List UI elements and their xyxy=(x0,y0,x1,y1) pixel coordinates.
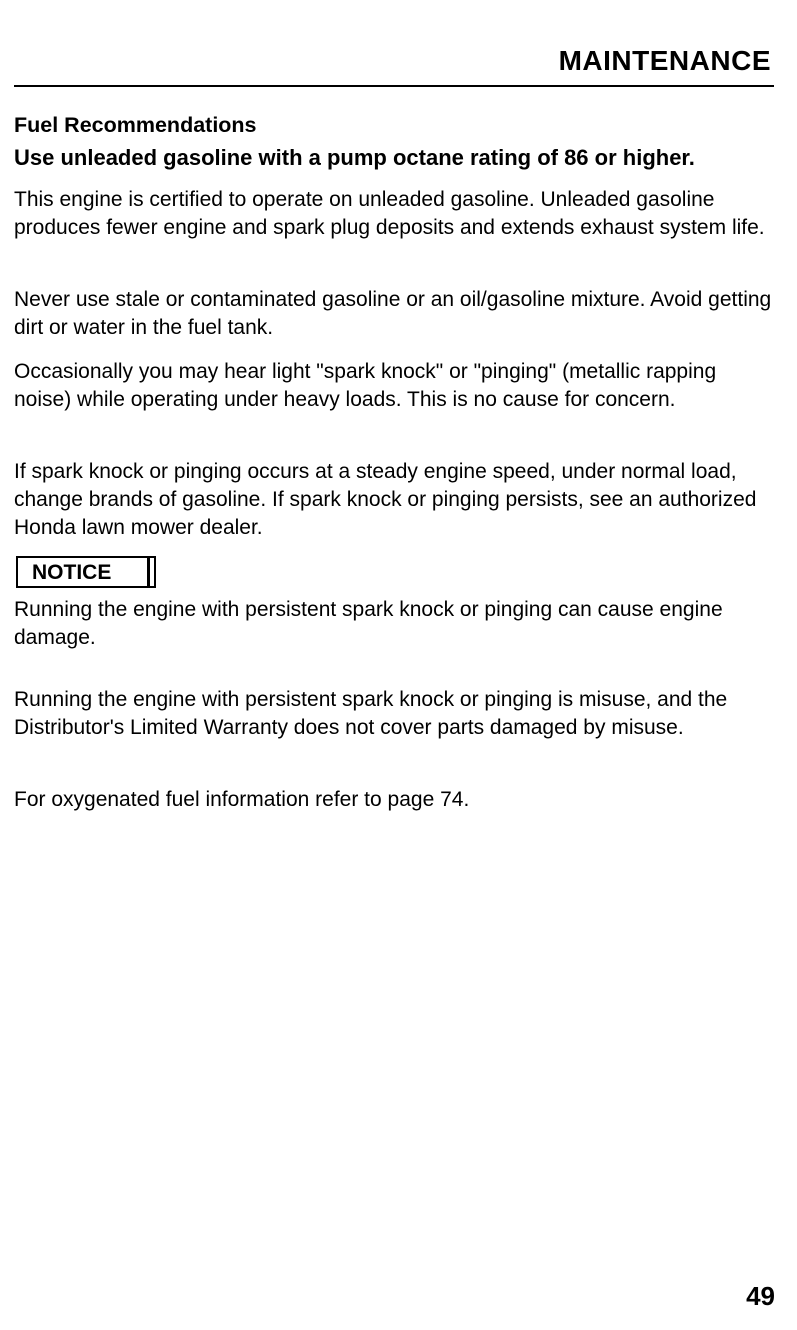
notice-text: Running the engine with persistent spark knock or pinging can cause engine damage. xyxy=(14,598,723,649)
fuel-requirement-heading: Use unleaded gasoline with a pump octane rating of 86 or higher. xyxy=(14,145,695,170)
notice-label: NOTICE xyxy=(32,561,112,584)
paragraph-certification: This engine is certified to operate on unleaded gasoline. Unleaded gasoline produces fewer engine and spark plug deposits and extends exhaust system life. xyxy=(14,188,765,239)
section-header-title: MAINTENANCE xyxy=(558,45,771,76)
header-divider xyxy=(14,85,774,87)
paragraph-stale-fuel: Never use stale or contaminated gasoline or an oil/gasoline mixture. Avoid getting dirt or water in the fuel tank. xyxy=(14,288,772,339)
paragraph-change-brands: If spark knock or pinging occurs at a steady engine speed, under normal load, change brands of gasoline. If spark knock or pinging persists, see an authorized Honda lawn mower dealer. xyxy=(14,460,757,539)
paragraph-misuse-warranty: Running the engine with persistent spark knock or pinging is misuse, and the Distributor's Limited Warranty does not cover parts damaged by misuse. xyxy=(14,688,728,739)
paragraph-spark-knock: Occasionally you may hear light "spark knock" or "pinging" (metallic rapping noise) while operating under heavy loads. This is no cause for concern. xyxy=(14,360,717,411)
page-number: 49 xyxy=(746,1281,775,1311)
notice-badge xyxy=(16,556,156,588)
section-heading: Fuel Recommendations xyxy=(14,113,257,137)
notice-bar-decoration xyxy=(147,558,150,586)
paragraph-oxygenated-fuel: For oxygenated fuel information refer to page 74. xyxy=(14,788,470,811)
